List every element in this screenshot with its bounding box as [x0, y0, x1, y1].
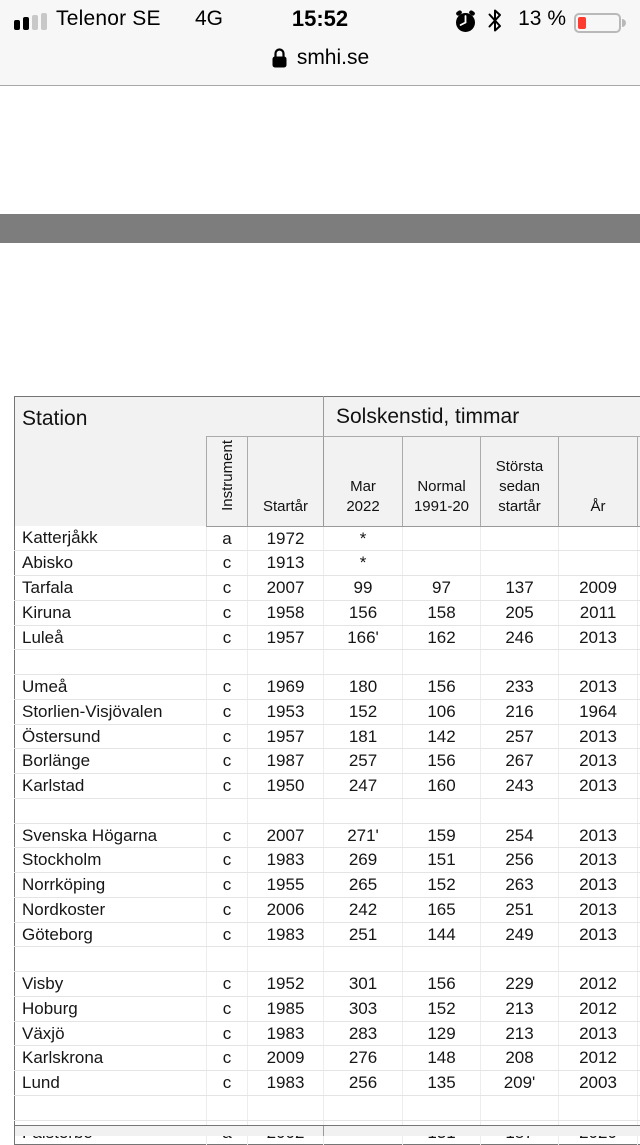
cell-instrument: c	[207, 848, 248, 873]
carrier-label: Telenor SE	[56, 7, 161, 31]
cell-storsta: 251	[481, 897, 559, 922]
spacer-row	[15, 947, 640, 972]
cell-station: Stockholm	[15, 848, 207, 873]
cell-station: Nordkoster	[15, 897, 207, 922]
gray-separator-band	[0, 214, 640, 243]
header-line: 2022	[346, 498, 379, 515]
table-row	[15, 922, 640, 947]
cell-mar-2022: 181	[324, 724, 403, 749]
cell-mar-2022: *	[324, 526, 403, 551]
cell-instrument: c	[207, 922, 248, 947]
cell-station: Tarfala	[15, 576, 207, 601]
cell-mar-2022	[324, 947, 403, 972]
cell-instrument: c	[207, 996, 248, 1021]
cell-mar-2022: 283	[324, 1021, 403, 1046]
cell-mar-2022: 156	[324, 600, 403, 625]
cell-storsta: 243	[481, 774, 559, 799]
cell-normal: 148	[403, 1046, 481, 1071]
cell-storsta: 263	[481, 873, 559, 898]
cell-ar: 2013	[559, 749, 638, 774]
cell-mar-2022	[324, 798, 403, 823]
cell-mar-2022: *	[324, 551, 403, 576]
table-row	[15, 724, 640, 749]
cell-storsta	[481, 798, 559, 823]
cell-storsta	[481, 551, 559, 576]
cell-normal	[403, 551, 481, 576]
cell-normal: 97	[403, 576, 481, 601]
cell-storsta: 209'	[481, 1071, 559, 1096]
cell-storsta	[481, 947, 559, 972]
cell-storsta: 249	[481, 922, 559, 947]
battery-percent-label: 13 %	[506, 7, 566, 31]
cell-ar	[559, 650, 638, 675]
cell-ar: 2012	[559, 1046, 638, 1071]
table-row	[15, 774, 640, 799]
cell-ar	[559, 551, 638, 576]
column-group-header-solskenstid: Solskenstid, timmar	[324, 397, 640, 437]
cell-station: Göteborg	[15, 922, 207, 947]
cell-storsta: 229	[481, 972, 559, 997]
cell-startar: 1958	[248, 600, 324, 625]
cell-instrument: c	[207, 1071, 248, 1096]
table-body	[15, 526, 640, 1145]
cell-startar: 1950	[248, 774, 324, 799]
cell-ar: 2013	[559, 675, 638, 700]
cell-instrument	[207, 947, 248, 972]
cell-startar	[248, 1095, 324, 1120]
cell-station: Svenska Högarna	[15, 823, 207, 848]
cell-instrument: c	[207, 749, 248, 774]
cell-station: Umeå	[15, 675, 207, 700]
cell-normal: 135	[403, 1071, 481, 1096]
cell-ar: 2011	[559, 600, 638, 625]
cell-ar: 2013	[559, 897, 638, 922]
header-line: sedan	[499, 478, 540, 495]
cell-startar	[248, 650, 324, 675]
cell-instrument: c	[207, 724, 248, 749]
cell-ar: 2013	[559, 823, 638, 848]
cell-station: Kiruna	[15, 600, 207, 625]
cell-startar: 1953	[248, 699, 324, 724]
cell-storsta	[481, 1095, 559, 1120]
cell-startar: 1983	[248, 1071, 324, 1096]
cell-startar: 1985	[248, 996, 324, 1021]
header-line: startår	[498, 498, 541, 515]
cell-mar-2022: 269	[324, 848, 403, 873]
cell-startar: 1957	[248, 625, 324, 650]
cell-instrument: c	[207, 897, 248, 922]
cell-storsta: 267	[481, 749, 559, 774]
cell-normal	[403, 650, 481, 675]
header-line: 1991-20	[414, 498, 469, 515]
cell-mar-2022: 303	[324, 996, 403, 1021]
cell-ar: 2013	[559, 774, 638, 799]
cell-instrument: a	[207, 526, 248, 551]
cell-normal: 152	[403, 996, 481, 1021]
cell-normal: 160	[403, 774, 481, 799]
cell-mar-2022: 251	[324, 922, 403, 947]
cell-mar-2022: 152	[324, 699, 403, 724]
cell-startar: 1972	[248, 526, 324, 551]
cell-station: Abisko	[15, 551, 207, 576]
cell-ar: 2013	[559, 873, 638, 898]
cell-ar: 1964	[559, 699, 638, 724]
table-header-row-1	[15, 397, 640, 437]
sunshine-table	[14, 396, 640, 1145]
cell-normal: 106	[403, 699, 481, 724]
cell-station	[15, 798, 207, 823]
cell-instrument: c	[207, 600, 248, 625]
cell-instrument	[207, 1095, 248, 1120]
cell-startar	[248, 947, 324, 972]
cell-normal	[403, 798, 481, 823]
table-row	[15, 600, 640, 625]
table-row	[15, 848, 640, 873]
cell-startar: 1969	[248, 675, 324, 700]
cell-instrument	[207, 798, 248, 823]
cell-instrument: c	[207, 551, 248, 576]
cell-station: Karlskrona	[15, 1046, 207, 1071]
sunshine-table-container	[14, 396, 640, 1145]
cell-normal: 156	[403, 675, 481, 700]
cell-mar-2022: 256	[324, 1071, 403, 1096]
url-host-label: smhi.se	[297, 46, 369, 70]
cell-startar: 1955	[248, 873, 324, 898]
cell-station	[15, 650, 207, 675]
cell-startar: 2007	[248, 576, 324, 601]
cell-mar-2022: 242	[324, 897, 403, 922]
column-header-station: Station	[15, 397, 207, 527]
cell-normal	[403, 526, 481, 551]
table-row	[15, 551, 640, 576]
cell-startar: 2009	[248, 1046, 324, 1071]
cell-mar-2022: 276	[324, 1046, 403, 1071]
cell-station	[15, 947, 207, 972]
cell-station: Karlstad	[15, 774, 207, 799]
table-row	[15, 675, 640, 700]
column-header-startar: Startår	[248, 437, 324, 527]
cell-instrument: c	[207, 699, 248, 724]
cell-normal: 144	[403, 922, 481, 947]
cell-ar: 2003	[559, 1071, 638, 1096]
cell-mar-2022: 166'	[324, 625, 403, 650]
next-table-header-sliver	[14, 1125, 640, 1136]
cell-ar: 2009	[559, 576, 638, 601]
table-row	[15, 1046, 640, 1071]
cell-ar	[559, 1095, 638, 1120]
cell-station: Borlänge	[15, 749, 207, 774]
header-line: Normal	[417, 478, 465, 495]
cell-startar	[248, 798, 324, 823]
cell-instrument: c	[207, 576, 248, 601]
cell-mar-2022: 265	[324, 873, 403, 898]
cell-storsta: 256	[481, 848, 559, 873]
cell-station: Visby	[15, 972, 207, 997]
cell-station: Östersund	[15, 724, 207, 749]
header-line: Mar	[350, 478, 376, 495]
cell-normal: 152	[403, 873, 481, 898]
cell-storsta: 246	[481, 625, 559, 650]
cell-station: Växjö	[15, 1021, 207, 1046]
cell-instrument: c	[207, 873, 248, 898]
cell-normal: 158	[403, 600, 481, 625]
cell-instrument: c	[207, 972, 248, 997]
cell-ar	[559, 526, 638, 551]
cell-station: Lund	[15, 1071, 207, 1096]
cell-normal: 156	[403, 749, 481, 774]
cell-normal: 156	[403, 972, 481, 997]
network-type-label: 4G	[195, 7, 223, 31]
table-row	[15, 1021, 640, 1046]
cell-instrument: c	[207, 675, 248, 700]
cell-mar-2022: 247	[324, 774, 403, 799]
cell-instrument: c	[207, 1021, 248, 1046]
cell-ar: 2013	[559, 625, 638, 650]
cell-startar: 1983	[248, 922, 324, 947]
cell-startar: 1952	[248, 972, 324, 997]
table-row	[15, 996, 640, 1021]
next-table-column-divider	[323, 1126, 324, 1136]
cell-storsta: 213	[481, 1021, 559, 1046]
table-row	[15, 625, 640, 650]
spacer-row	[15, 1095, 640, 1120]
cell-mar-2022: 257	[324, 749, 403, 774]
spacer-row	[15, 798, 640, 823]
cell-station: Norrköping	[15, 873, 207, 898]
cell-mar-2022	[324, 650, 403, 675]
cell-storsta: 137	[481, 576, 559, 601]
column-header-instrument	[207, 437, 248, 527]
cell-normal	[403, 1095, 481, 1120]
cell-startar: 2007	[248, 823, 324, 848]
battery-level-fill	[578, 17, 586, 29]
cell-startar: 1913	[248, 551, 324, 576]
cell-normal: 142	[403, 724, 481, 749]
cell-startar: 1983	[248, 1021, 324, 1046]
table-row	[15, 823, 640, 848]
address-bar[interactable]	[0, 42, 640, 74]
cell-storsta: 254	[481, 823, 559, 848]
spacer-row	[15, 650, 640, 675]
cell-normal: 165	[403, 897, 481, 922]
cell-storsta: 213	[481, 996, 559, 1021]
instrument-rotated-label: Instrument	[220, 438, 235, 511]
cell-instrument: c	[207, 625, 248, 650]
cell-ar: 2013	[559, 724, 638, 749]
table-row	[15, 526, 640, 551]
cell-storsta: 205	[481, 600, 559, 625]
battery-low-icon	[574, 13, 621, 33]
cell-mar-2022: 301	[324, 972, 403, 997]
cell-startar: 1987	[248, 749, 324, 774]
cell-ar: 2012	[559, 972, 638, 997]
cell-station: Luleå	[15, 625, 207, 650]
cell-startar: 1957	[248, 724, 324, 749]
cell-ar: 2013	[559, 922, 638, 947]
table-row	[15, 749, 640, 774]
table-row	[15, 873, 640, 898]
table-row	[15, 972, 640, 997]
cell-station: Storlien-Visjövalen	[15, 699, 207, 724]
table-row	[15, 576, 640, 601]
cell-ar: 2013	[559, 1021, 638, 1046]
cell-normal	[403, 947, 481, 972]
cell-instrument: c	[207, 823, 248, 848]
cell-mar-2022: 271'	[324, 823, 403, 848]
cell-mar-2022: 99	[324, 576, 403, 601]
cell-instrument	[207, 650, 248, 675]
cell-station: Katterjåkk	[15, 526, 207, 551]
bluetooth-icon	[487, 8, 503, 33]
cell-normal: 162	[403, 625, 481, 650]
cell-mar-2022: 180	[324, 675, 403, 700]
cell-storsta	[481, 526, 559, 551]
cell-instrument: c	[207, 1046, 248, 1071]
cell-storsta: 257	[481, 724, 559, 749]
cell-normal: 159	[403, 823, 481, 848]
alarm-clock-icon	[454, 10, 477, 33]
header-line: Största	[496, 458, 544, 475]
cell-ar	[559, 798, 638, 823]
cell-normal: 151	[403, 848, 481, 873]
cell-ar	[559, 947, 638, 972]
column-header-ar: År	[559, 437, 638, 527]
cell-storsta: 216	[481, 699, 559, 724]
cell-mar-2022	[324, 1095, 403, 1120]
cell-station	[15, 1095, 207, 1120]
cell-ar: 2013	[559, 848, 638, 873]
column-header-storsta	[481, 437, 559, 527]
cell-storsta: 208	[481, 1046, 559, 1071]
table-row	[15, 897, 640, 922]
cell-station: Hoburg	[15, 996, 207, 1021]
browser-chrome	[0, 0, 640, 86]
column-header-mar-2022	[324, 437, 403, 527]
table-row	[15, 1071, 640, 1096]
status-clock: 15:52	[0, 6, 640, 32]
cell-startar: 2006	[248, 897, 324, 922]
cell-ar: 2012	[559, 996, 638, 1021]
padlock-icon	[271, 47, 288, 69]
header-spacer-cell	[207, 397, 324, 437]
cell-storsta: 233	[481, 675, 559, 700]
table-row	[15, 699, 640, 724]
cell-storsta	[481, 650, 559, 675]
cell-instrument: c	[207, 774, 248, 799]
column-header-normal	[403, 437, 481, 527]
cell-startar: 1983	[248, 848, 324, 873]
cell-normal: 129	[403, 1021, 481, 1046]
